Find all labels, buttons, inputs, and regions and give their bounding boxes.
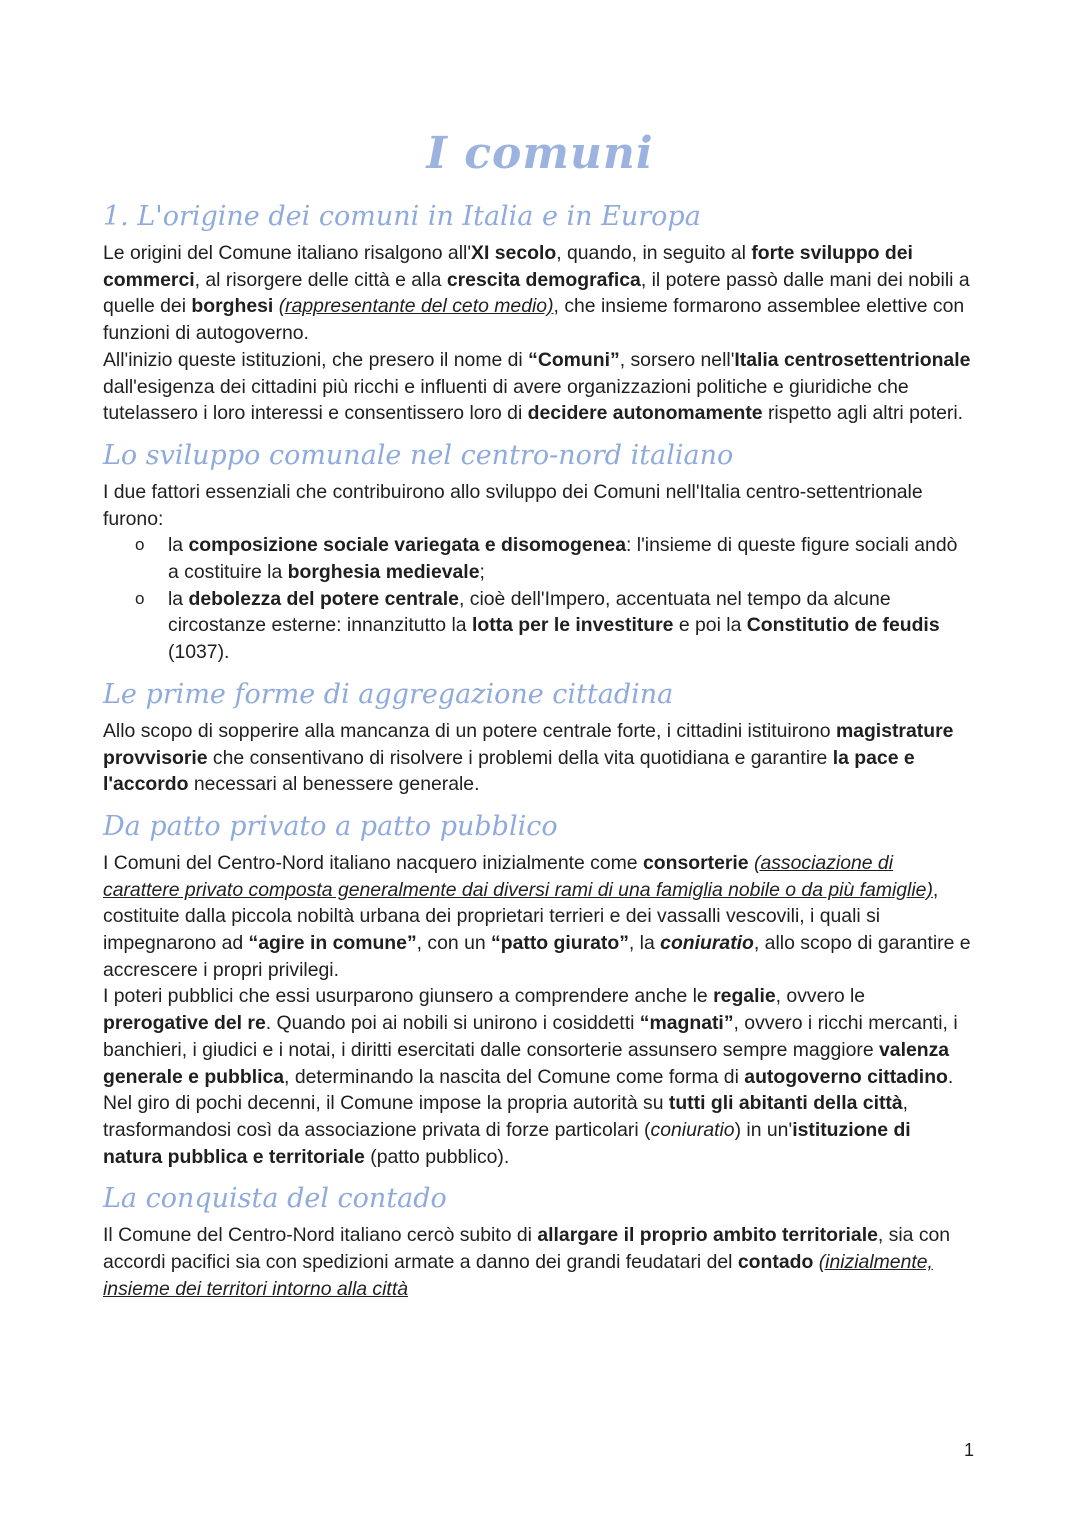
text-run: I poteri pubblici che essi usurparono giunsero a comprendere anche le [103,985,714,1008]
paragraph [103,479,973,532]
text-run: che consentivano di risolvere i problemi della vita quotidiana e garantire [207,746,833,769]
section-heading: Lo sviluppo comunale nel centro-nord italiano [103,439,734,471]
bold-text: istituzione di natura pubblica e territoriale [103,1118,911,1168]
text-run: ; [479,561,485,584]
text-run: (1037). [168,641,230,664]
underlined-note: (rappresentante del ceto medio) [278,295,554,318]
text-run: . [947,1065,954,1088]
text-run: , ovvero le [775,985,866,1008]
bold-text: “agire in comune” [248,932,417,955]
text-run: necessari al benessere generale. [188,773,480,796]
text-run: Il Comune del Centro-Nord italiano cercò subito di [103,1224,538,1247]
bullet-list [103,532,973,666]
bold-text: decidere autonomamente [527,402,763,425]
bold-text: “Comuni” [528,348,620,371]
list-item [168,532,973,585]
bold-text: magistrature provvisorie [103,719,954,769]
section [103,672,973,798]
section [103,1176,973,1302]
paragraph [103,240,973,347]
text-run: dall'esigenza dei cittadini più ricchi e influenti di avere organizzazioni politiche e giuridiche che tutelassero i loro interessi e consentissero loro di [103,375,909,425]
text-run: , la [628,932,661,955]
text-run: I Comuni del Centro-Nord italiano nacquero inizialmente come [103,851,643,874]
bold-text: forte sviluppo dei commerci [103,242,913,291]
section [103,194,973,427]
text-run: ) in un' [734,1118,793,1141]
section-heading: La conquista del contado [103,1183,447,1215]
paragraph [103,850,973,984]
bold-text: Italia centrosettentrionale [734,348,971,371]
bold-text: valenza generale e pubblica [103,1038,950,1088]
text-run: , il potere passò dalle mani dei nobili a quelle dei [103,268,970,318]
text-run: e poi la [673,614,747,637]
text-run: , cioè dell'Impero, accentuata nel tempo da alcune circostanze esterne: innanzitutto la [168,587,891,637]
text-run: la [168,534,189,557]
text-run: , costituite dalla piccola nobiltà urbana dei proprietari terrieri e dei vassalli vescovili, i quali si impegnarono ad [103,878,939,955]
paragraph [103,1090,973,1170]
text-run: , al risorgere delle città e alla [194,268,447,291]
list-item [168,586,973,666]
text-run: Le origini del Comune italiano risalgono all' [103,242,472,264]
document-body [103,194,973,1309]
text-run: , trasformandosi così da associazione privata di forze particolari ( [103,1092,909,1141]
bold-text: borghesi [191,295,274,318]
text-run: , allo scopo di garantire e accrescere i propri privilegi. [103,932,971,981]
paragraph [103,983,973,1090]
text-run: , sorsero nell' [619,348,735,371]
bold-text: lotta per le investiture [471,614,674,637]
italic-text: coniuratio [650,1118,735,1141]
text-run: , con un [416,932,492,955]
bold-text: prerogative del re [103,1012,266,1035]
bold-italic-text: coniuratio [660,932,754,955]
bold-text: tutti gli abitanti della città [668,1092,903,1115]
bold-text: borghesia medievale [287,561,480,584]
text-run: rispetto agli altri poteri. [762,402,964,425]
bold-text: allargare il proprio ambito territoriale [537,1224,878,1247]
bold-text: crescita demografica [446,268,641,291]
text-run: All'inizio queste istituzioni, che presero il nome di [103,348,529,371]
bold-text: Constitutio de feudis [746,614,940,637]
text-run: , quando, in seguito al [556,242,752,264]
paragraph [103,1222,973,1302]
bold-text: “patto giurato” [491,932,629,955]
text-run: la [168,587,189,610]
section [103,433,973,666]
text-run: Nel giro di pochi decenni, il Comune impose la propria autorità su [103,1092,669,1115]
text-run: (patto pubblico). [364,1145,510,1168]
paragraph [103,347,973,427]
text-run: . Quando poi ai nobili si unirono i cosiddetti [265,1012,640,1035]
bold-text: la pace e l'accordo [103,746,915,796]
bold-text: autogoverno cittadino [744,1065,948,1088]
text-run: , sia con accordi pacifici sia con spedizioni armate a danno dei grandi feudatari del [103,1224,951,1274]
bold-text: consorterie [642,851,749,874]
page-title: I comuni [426,128,654,179]
text-run: , determinando la nascita del Comune come forma di [284,1065,745,1088]
underlined-note: (inizialmente, insieme dei territori intorno alla città [103,1251,933,1300]
text-run: Allo scopo di sopperire alla mancanza di un potere centrale forte, i cittadini istituirono [103,719,836,742]
section-heading: Da patto privato a patto pubblico [103,810,558,842]
section [103,804,973,1170]
page-number: 1 [964,1440,975,1460]
text-run: , che insieme formarono assemblee elettive con funzioni di autogoverno. [103,295,965,345]
text-run: : l'insieme di queste figure sociali andò a costituire la [168,534,958,584]
bold-text: composizione sociale variegata e disomogenea [188,534,627,557]
paragraph [103,718,973,798]
text-run: , ovvero i ricchi mercanti, i banchieri, i giudici e i notai, i diritti esercitati dalle consorterie assunsero sempre maggiore [103,1012,958,1061]
bold-text: “magnati” [639,1012,734,1035]
section-heading: 1. L'origine dei comuni in Italia e in Europa [103,201,701,232]
bold-text: regalie [713,985,776,1008]
bold-text: contado [737,1251,814,1274]
bold-text: XI secolo [471,242,557,264]
underlined-note: (associazione di carattere privato composta generalmente dai diversi rami di una famiglia nobile o da più famiglie) [103,851,933,901]
bold-text: debolezza del potere centrale [188,587,459,610]
section-heading: Le prime forme di aggregazione cittadina [103,678,674,710]
text-run: I due fattori essenziali che contribuirono allo sviluppo dei Comuni nell'Italia centro-settentrionale furono: [103,480,923,530]
